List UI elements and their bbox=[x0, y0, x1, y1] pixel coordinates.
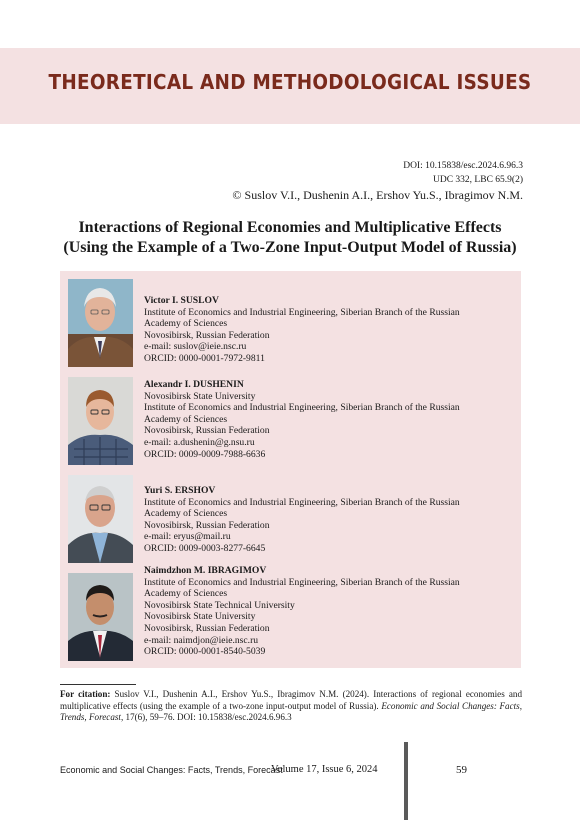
footer-journal: Economic and Social Changes: Facts, Trends, Forecast bbox=[60, 765, 283, 776]
author-location: Novosibirsk, Russian Federation bbox=[144, 622, 270, 634]
author-affiliation: Institute of Economics and Industrial Engineering, Siberian Branch of the Russian bbox=[144, 576, 460, 588]
author-photo bbox=[68, 377, 133, 465]
author-orcid: ORCID: 0009-0003-8277-6645 bbox=[144, 542, 266, 554]
copyright-line: © Suslov V.I., Dushenin A.I., Ershov Yu.S., Ibragimov N.M. bbox=[232, 188, 523, 202]
author-email: e-mail: eryus@mail.ru bbox=[144, 531, 231, 543]
author-photo bbox=[68, 279, 133, 367]
author-affiliation: Novosibirsk State University bbox=[144, 611, 256, 623]
author-photo bbox=[68, 573, 133, 661]
author-info bbox=[144, 295, 516, 365]
citation-journal: Economic and Social Changes: Facts, Trends, Forecast bbox=[60, 700, 522, 722]
author-name: Alexandr I. DUSHENIN bbox=[144, 379, 244, 390]
author-info bbox=[144, 485, 516, 555]
section-title: THEORETICAL AND METHODOLOGICAL ISSUES bbox=[48, 70, 532, 94]
author-affiliation: Academy of Sciences bbox=[144, 508, 228, 520]
author-name: Victor I. SUSLOV bbox=[144, 295, 219, 306]
author-photo bbox=[68, 475, 133, 563]
citation-label: For citation: bbox=[60, 689, 111, 699]
footnote-rule bbox=[60, 684, 136, 685]
author-email: e-mail: suslov@ieie.nsc.ru bbox=[144, 341, 247, 353]
citation-text: Suslov V.I., Dushenin A.I., Ershov Yu.S., Ibragimov N.M. (2024). Interactions of regional economies and multiplicative effects (using the example of a two-zone input-output model of Russia). bbox=[60, 689, 522, 711]
author-affiliation: Academy of Sciences bbox=[144, 588, 228, 600]
author-name: Yuri S. ERSHOV bbox=[144, 485, 216, 496]
author-affiliation: Novosibirsk State Technical University bbox=[144, 599, 295, 611]
author-location: Novosibirsk, Russian Federation bbox=[144, 329, 270, 341]
author-affiliation: Academy of Sciences bbox=[144, 413, 228, 425]
author-location: Novosibirsk, Russian Federation bbox=[144, 519, 270, 531]
author-orcid: ORCID: 0000-0001-8540-5039 bbox=[144, 646, 266, 658]
page-number: 59 bbox=[456, 764, 467, 776]
author-info bbox=[144, 565, 516, 658]
doi-line: DOI: 10.15838/esc.2024.6.96.3 bbox=[403, 161, 523, 171]
author-location: Novosibirsk, Russian Federation bbox=[144, 425, 270, 437]
author-orcid: ORCID: 0009-0009-7988-6636 bbox=[144, 448, 266, 460]
article-title bbox=[40, 218, 540, 258]
author-affiliation: Novosibirsk State University bbox=[144, 390, 256, 402]
author-affiliation: Institute of Economics and Industrial Engineering, Siberian Branch of the Russian bbox=[144, 306, 460, 318]
citation-footnote bbox=[60, 689, 522, 724]
footer-divider bbox=[404, 742, 408, 820]
author-affiliation: Institute of Economics and Industrial Engineering, Siberian Branch of the Russian bbox=[144, 402, 460, 414]
article-title-line1: Interactions of Regional Economies and Multiplicative Effects bbox=[78, 219, 502, 236]
footer-volume: Volume 17, Issue 6, 2024 bbox=[271, 764, 378, 775]
author-affiliation: Institute of Economics and Industrial Engineering, Siberian Branch of the Russian bbox=[144, 496, 460, 508]
authors-box bbox=[60, 271, 521, 668]
author-email: e-mail: naimdjon@ieie.nsc.ru bbox=[144, 634, 259, 646]
citation-details: , 17(6), 59–76. DOI: 10.15838/esc.2024.6.96.3 bbox=[120, 712, 292, 722]
author-info bbox=[144, 379, 516, 460]
author-email: e-mail: a.dushenin@g.nsu.ru bbox=[144, 436, 255, 448]
udc-line: UDC 332, LBC 65.9(2) bbox=[433, 175, 523, 185]
author-affiliation: Academy of Sciences bbox=[144, 318, 228, 330]
article-title-line2: (Using the Example of a Two-Zone Input-Output Model of Russia) bbox=[63, 239, 517, 256]
author-name: Naimdzhon M. IBRAGIMOV bbox=[144, 565, 267, 576]
author-orcid: ORCID: 0000-0001-7972-9811 bbox=[144, 352, 265, 364]
